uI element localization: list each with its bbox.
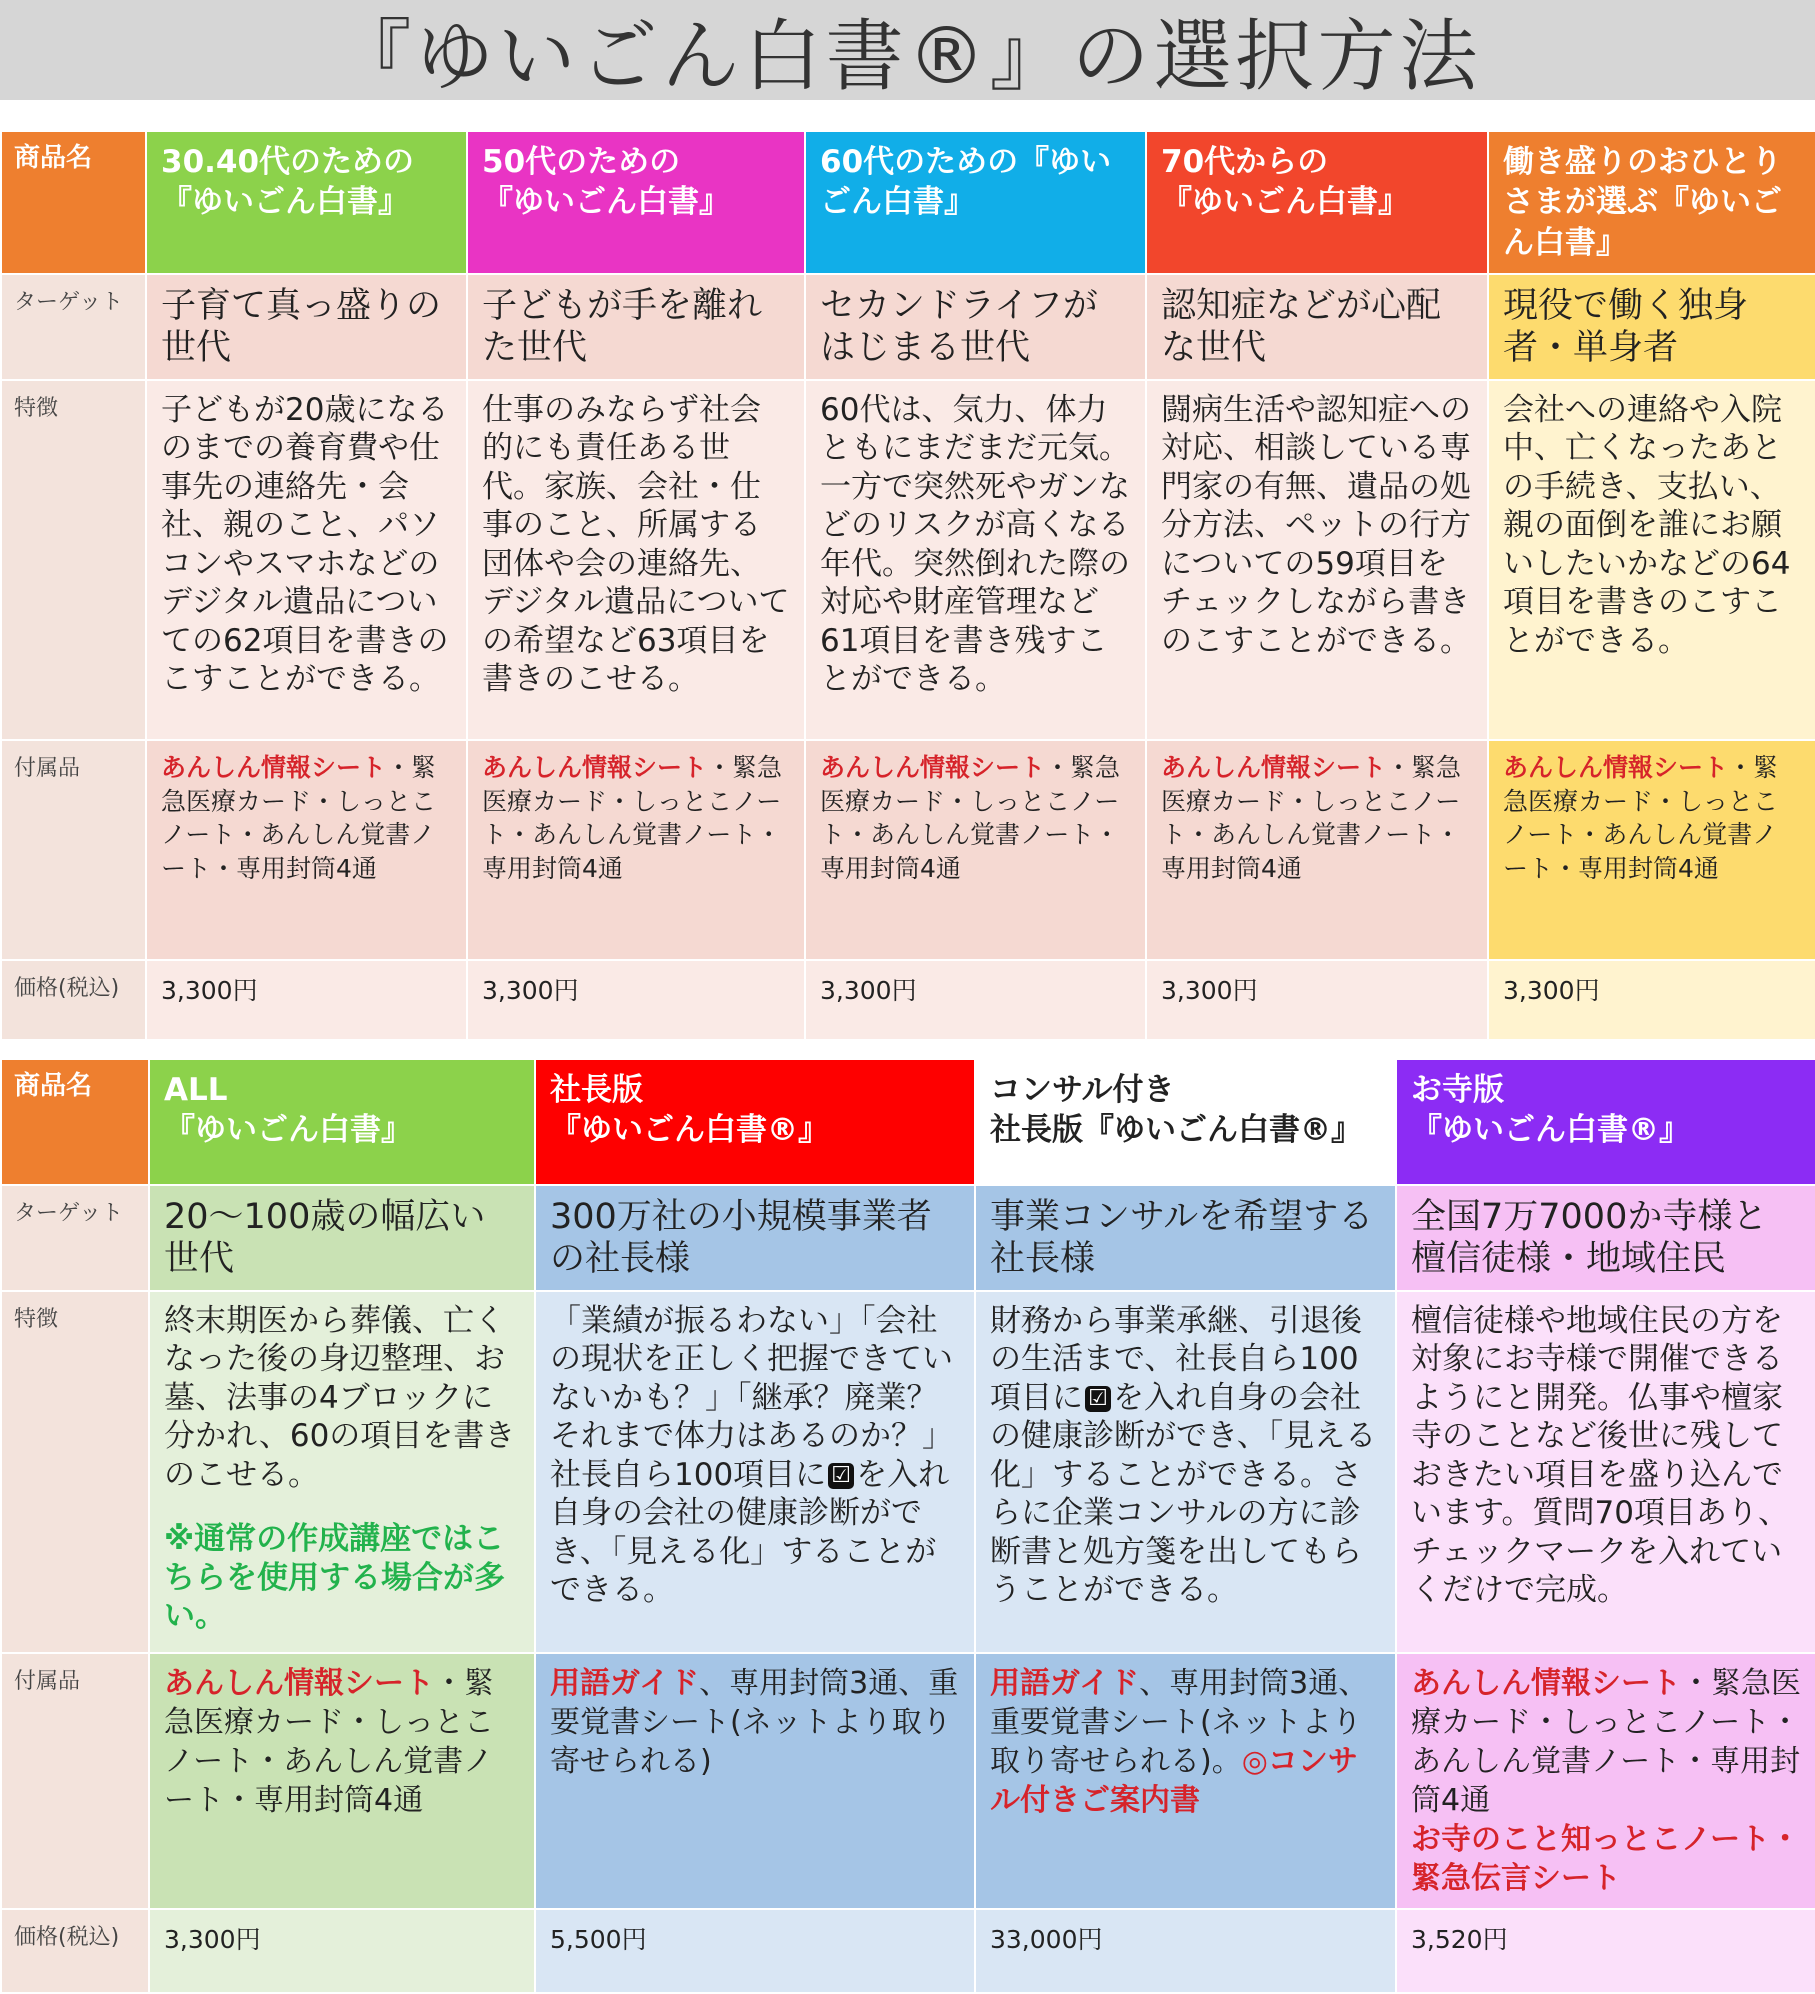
accessories-cell [146,740,467,960]
price-cell: 3,520円 [1396,1909,1815,1993]
checkbox-icon: ☑ [828,1463,854,1489]
accessory-text: ・緊急医療カード・しっとこノート・あんしん覚書ノート・専用封筒4通 [1411,1666,1801,1818]
accessory-text: ・緊急医療カード・しっとこノート・あんしん覚書ノート・専用封筒4通 [161,752,437,884]
target-cell: 現役で働く独身者・単身者 [1488,274,1815,380]
row-label-features: 特徴 [1,1291,149,1653]
product-name-line: 『ゆいごん白書』 [1161,184,1409,221]
target-cell: 子どもが手を離れた世代 [467,274,805,380]
features-cell: 会社への連絡や入院中、亡くなったあとの手続き、支払い、親の面倒を誰にお願いしたいかなどの64項目を書きのこすことができる。 [1488,380,1815,740]
table2-features-row [1,1291,1815,1653]
product-name-line: 『ゆいごん白書®』 [1411,1112,1690,1149]
accessory-text: ・緊急医療カード・しっとこノート・あんしん覚書ノート・専用封筒4通 [164,1666,494,1818]
target-cell: 300万社の小規模事業者の社長様 [535,1185,975,1291]
table2-accessories-row [1,1653,1815,1909]
accessory-text: ・緊急医療カード・しっとこノート・あんしん覚書ノート・専用封筒4通 [1503,752,1779,884]
target-cell: 子育て真っ盛りの世代 [146,274,467,380]
row-label-accessories: 付属品 [1,1653,149,1909]
row-label-product: 商品名 [1,131,146,274]
product-header [1396,1059,1815,1185]
table1-target-row [1,274,1815,380]
target-cell: 事業コンサルを希望する社長様 [975,1185,1396,1291]
product-name-line: コンサル付き [990,1072,1175,1108]
accessory-text: ・緊急医療カード・しっとこノート・あんしん覚書ノート・専用封筒4通 [482,752,783,884]
target-cell: セカンドライフがはじまる世代 [805,274,1146,380]
target-cell: 全国7万7000か寺様と檀信徒様・地域住民 [1396,1185,1815,1291]
accessory-highlight-2: ◎コンサル付きご案内書 [990,1744,1358,1818]
features-cell: 仕事のみならず社会的にも責任ある世代。家族、会社・仕事のこと、所属する団体や会の連絡先、デジタル遺品についての希望など63項目を書きのこせる。 [467,380,805,740]
features-text: を入れ自身の会社の健康診断ができ、「見える化」することができる。 [550,1456,950,1609]
row-label-product: 商品名 [1,1059,149,1185]
target-cell: 認知症などが心配な世代 [1146,274,1488,380]
product-name-line: 社長版 [550,1072,643,1108]
price-cell: 3,300円 [467,960,805,1040]
table1-price-row [1,960,1815,1040]
product-name-line: 『ゆいごん白書』 [161,184,409,221]
product-name-line: 『ゆいごん白書』 [482,184,730,221]
table2-price-row [1,1909,1815,1993]
accessories-cell [1146,740,1488,960]
accessory-highlight-2: お寺のこと知っとこノート・緊急伝言シート [1411,1822,1801,1896]
features-cell: 闘病生活や認知症への対応、相談している専門家の有無、遺品の処分方法、ペットの行方についての59項目をチェックしながら書きのこすことができる。 [1146,380,1488,740]
accessories-cell [1488,740,1815,960]
row-label-features: 特徴 [1,380,146,740]
product-name-line: 『ゆいごん白書』 [164,1112,412,1149]
accessories-cell [467,740,805,960]
accessories-cell [535,1653,975,1909]
product-name-line: ALL [164,1072,228,1108]
accessory-highlight: あんしん情報シート [1161,752,1387,782]
features-cell [535,1291,975,1653]
accessories-cell [975,1653,1396,1909]
product-name-line: 70代からの [1161,144,1329,180]
price-cell: 3,300円 [805,960,1146,1040]
product-name-line: 50代のための [482,144,681,180]
product-header [1146,131,1488,274]
checkbox-icon: ☑ [1085,1386,1111,1412]
accessory-highlight: あんしん情報シート [482,752,708,782]
title-bar [0,0,1815,100]
product-name-line: 社長版『ゆいごん白書®』 [990,1112,1362,1149]
row-label-accessories: 付属品 [1,740,146,960]
features-cell [1396,1291,1815,1653]
product-header [149,1059,535,1185]
page-title: 『ゆいごん白書®』の選択方法 [333,12,1482,102]
table1-accessories-row [1,740,1815,960]
price-cell: 3,300円 [1488,960,1815,1040]
features-text: 「業績が振るわない」「会社の現状を正しく把握できていないかも？」「継承？廃業？それまで体力はあるのか？」社長自ら100項目に [550,1303,953,1493]
product-header [535,1059,975,1185]
product-header [805,131,1146,274]
accessory-highlight: 用語ガイド [990,1666,1140,1701]
table1-header-row [1,131,1815,274]
table1-features-row [1,380,1815,740]
features-cell [975,1291,1396,1653]
row-label-price: 価格(税込) [1,1909,149,1993]
product-name-line: 30.40代のための [161,144,415,180]
features-text: 財務から事業承継、引退後の生活まで、社長自ら100項目に [990,1303,1362,1416]
price-cell: 3,300円 [1146,960,1488,1040]
accessory-highlight: あんしん情報シート [1503,752,1729,782]
table2-target-row [1,1185,1815,1291]
accessory-text: ・緊急医療カード・しっとこノート・あんしん覚書ノート・専用封筒4通 [1161,752,1462,884]
features-text: を入れ自身の会社の健康診断ができ、「見える化」することができる。さらに企業コンサルの方に診断書と処方箋を出してもらうことができる。 [990,1379,1377,1609]
features-cell: 子どもが20歳になるのまでの養育費や仕事先の連絡先・会社、親のこと、パソコンやスマホなどのデジタル遺品についての62項目を書きのこすことができる。 [146,380,467,740]
accessory-text: 、専用封筒3通、重要覚書シート(ネットより取り寄せられる)。 [990,1666,1369,1779]
accessories-cell [805,740,1146,960]
product-name-line: 『ゆいごん白書®』 [550,1112,829,1149]
product-header [1488,131,1815,274]
table2-header-row [1,1059,1815,1185]
accessories-cell [149,1653,535,1909]
features-cell [149,1291,535,1653]
accessory-highlight: 用語ガイド [550,1666,700,1701]
accessory-highlight: あんしん情報シート [161,752,387,782]
features-note: ※通常の作成講座ではこちらを使用する場合が多い。 [164,1521,505,1635]
product-header [467,131,805,274]
accessory-text: 、専用封筒3通、重要覚書シート(ネットより取り寄せられる) [550,1666,959,1779]
product-header [975,1059,1396,1185]
features-text: 終末期医から葬儀、亡くなった後の身辺整理、お墓、法事の4ブロックに分かれ、60の項目を書きのこせる。 [164,1303,516,1493]
accessory-highlight: あんしん情報シート [164,1666,434,1701]
price-cell: 5,500円 [535,1909,975,1993]
target-cell: 20～100歳の幅広い世代 [149,1185,535,1291]
product-name-line: 60代のための『ゆいごん白書』 [820,144,1112,221]
price-cell: 3,300円 [149,1909,535,1993]
accessories-cell [1396,1653,1815,1909]
row-label-target: ターゲット [1,274,146,380]
features-text: 檀信徒様や地域住民の方を対象にお寺様で開催できるようにと開発。仏事や檀家寺のことなど後世に残しておきたい項目を盛り込んでいます。質問70項目あり、チェックマークを入れていくだけで完成。 [1411,1303,1789,1609]
row-label-target: ターゲット [1,1185,149,1291]
product-table-2 [0,1058,1815,1994]
product-header [146,131,467,274]
row-label-price: 価格(税込) [1,960,146,1040]
product-name-line: 働き盛りのおひとりさまが選ぶ『ゆいごん白書』 [1503,144,1782,261]
price-cell: 3,300円 [146,960,467,1040]
accessory-text: ・緊急医療カード・しっとこノート・あんしん覚書ノート・専用封筒4通 [820,752,1121,884]
features-cell: 60代は、気力、体力ともにまだまだ元気。一方で突然死やガンなどのリスクが高くなる年代。突然倒れた際の対応や財産管理など61項目を書き残すことができる。 [805,380,1146,740]
accessory-highlight: あんしん情報シート [1411,1666,1681,1701]
price-cell: 33,000円 [975,1909,1396,1993]
product-table-1 [0,130,1815,1041]
accessory-highlight: あんしん情報シート [820,752,1046,782]
product-name-line: お寺版 [1411,1072,1504,1108]
